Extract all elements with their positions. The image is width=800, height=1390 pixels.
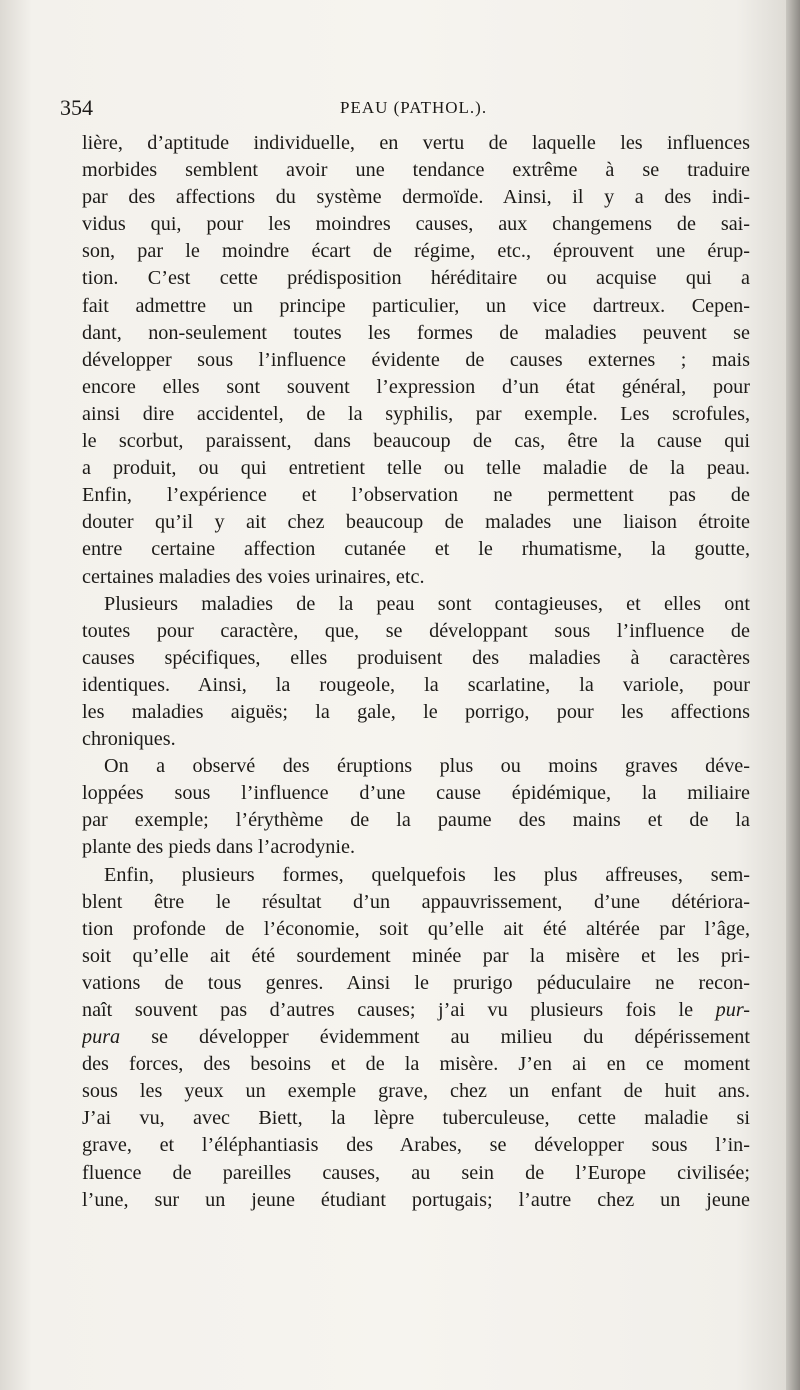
- text-line: tion profonde de l’économie, soit qu’elle ait été altérée par l’âge,: [82, 917, 750, 940]
- page-number: 354: [60, 95, 93, 120]
- text-line: On a observé des éruptions plus ou moins graves déve-: [104, 755, 750, 778]
- text-line: les maladies aiguës; la gale, le porrigo, pour les affections: [82, 700, 750, 723]
- text-line: fait admettre un principe particulier, un vice dartreux. Cepen-: [82, 294, 750, 317]
- paragraph: [82, 753, 750, 861]
- text-line: grave, et l’éléphantiasis des Arabes, se développer sous l’in-: [82, 1134, 750, 1157]
- text-line: toutes pour caractère, que, se développant sous l’influence de: [82, 619, 750, 642]
- text-line: vations de tous genres. Ainsi le prurigo péduculaire ne recon-: [82, 971, 750, 994]
- text-line: son, par le moindre écart de régime, etc., éprouvent une érup-: [82, 240, 750, 263]
- text-line: causes spécifiques, elles produisent des maladies à caractères: [82, 646, 750, 669]
- text-line: vidus qui, pour les moindres causes, aux changemens de sai-: [82, 213, 750, 236]
- text-line: a produit, ou qui entretient telle ou telle maladie de la peau.: [82, 457, 750, 480]
- text-line: certaines maladies des voies urinaires, etc.: [82, 565, 425, 588]
- text-line: développer sous l’influence évidente de causes externes ; mais: [82, 348, 750, 371]
- text-fragment: naît souvent pas d’autres causes; j’ai vu plusieurs fois le: [82, 999, 716, 1021]
- text-line: [82, 1024, 750, 1051]
- text-line: des forces, des besoins et de la misère. J’en ai en ce moment: [82, 1053, 750, 1076]
- running-head: PEAU (PATHOL.).: [340, 98, 488, 117]
- text-line: Enfin, l’expérience et l’observation ne permettent pas de: [82, 484, 750, 507]
- text-line: dant, non-seulement toutes les formes de maladies peuvent se: [82, 321, 750, 344]
- text-line: lière, d’aptitude individuelle, en vertu de laquelle les influences: [82, 132, 750, 154]
- paragraph: [82, 862, 750, 1214]
- text-line: plante des pieds dans l’acrodynie.: [82, 836, 356, 859]
- italic-term: pura: [82, 1026, 121, 1049]
- text-line: Plusieurs maladies de la peau sont contagieuses, et elles ont: [104, 592, 750, 615]
- italic-term: pur-: [715, 999, 750, 1021]
- text-body: [82, 130, 750, 1214]
- text-line: loppées sous l’influence d’une cause épidémique, la miliaire: [82, 782, 750, 805]
- text-line: morbides semblent avoir une tendance extrême à se traduire: [82, 159, 750, 182]
- page-header: [60, 95, 750, 125]
- text-line: identiques. Ainsi, la rougeole, la scarlatine, la variole, pour: [82, 673, 750, 696]
- text-fragment: se développer évidemment au milieu du dépérissement: [151, 1026, 750, 1049]
- text-line: sous les yeux un exemple grave, chez un enfant de huit ans.: [82, 1080, 750, 1103]
- text-line: Enfin, plusieurs formes, quelquefois les plus affreuses, sem-: [104, 863, 750, 886]
- text-line: par exemple; l’érythème de la paume des mains et de la: [82, 809, 750, 832]
- text-line: soit qu’elle ait été sourdement minée par la misère et les pri-: [82, 944, 750, 967]
- paragraph: [82, 591, 750, 754]
- text-line: encore elles sont souvent l’expression d’un état général, pour: [82, 375, 750, 398]
- text-line: l’une, sur un jeune étudiant portugais; l’autre chez un jeune: [82, 1188, 750, 1211]
- text-line: blent être le résultat d’un appauvrissement, d’une détériora-: [82, 890, 750, 913]
- text-line: J’ai vu, avec Biett, la lèpre tuberculeuse, cette maladie si: [82, 1107, 750, 1130]
- text-line: douter qu’il y ait chez beaucoup de malades une liaison étroite: [82, 511, 750, 534]
- paragraph: [82, 130, 750, 591]
- page-edge-shadow: [786, 0, 800, 1390]
- text-line: fluence de pareilles causes, au sein de l’Europe civilisée;: [82, 1161, 750, 1184]
- text-line: le scorbut, paraissent, dans beaucoup de cas, être la cause qui: [82, 430, 750, 453]
- text-line: chroniques.: [82, 728, 176, 751]
- text-line: par des affections du système dermoïde. Ainsi, il y a des indi-: [82, 186, 750, 209]
- text-line: ainsi dire accidentel, de la syphilis, par exemple. Les scrofules,: [82, 402, 750, 425]
- text-line: tion. C’est cette prédisposition héréditaire ou acquise qui a: [82, 267, 750, 290]
- text-line: [82, 997, 750, 1024]
- text-line: entre certaine affection cutanée et le rhumatisme, la goutte,: [82, 538, 750, 561]
